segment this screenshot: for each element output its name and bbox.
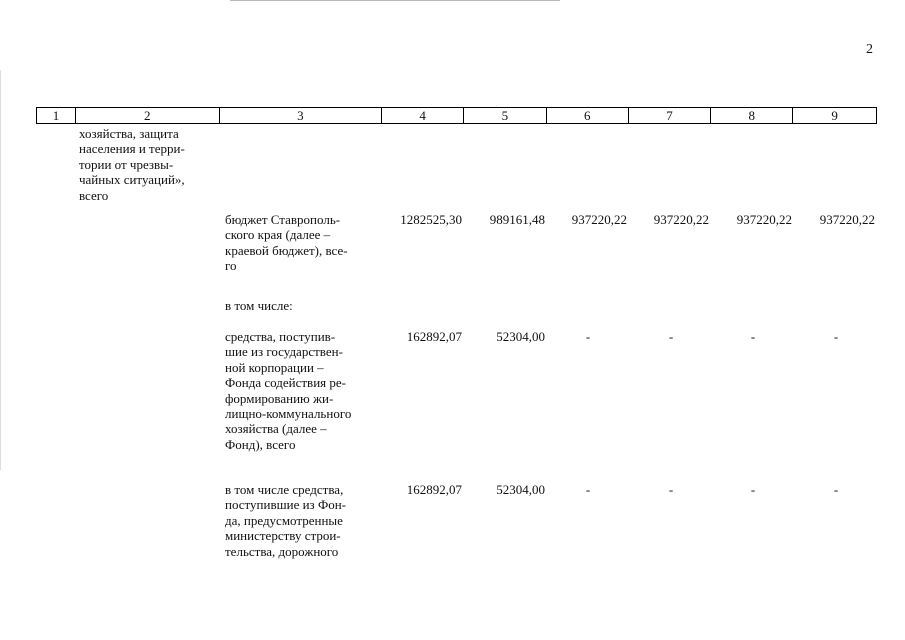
program-name-line: населения и терри- xyxy=(79,141,185,157)
row-description xyxy=(225,329,376,452)
value-col-4: 1282525,30 xyxy=(400,212,462,227)
value-col-8: 937220,22 xyxy=(736,212,792,227)
value-col-5: 989161,48 xyxy=(489,212,545,227)
row-description-line: хозяйства (далее – xyxy=(225,421,327,437)
header-col-9: 9 xyxy=(831,108,838,123)
row-description-line: поступившие из Фон- xyxy=(225,497,346,513)
row-description-line: го xyxy=(225,258,237,274)
row-description-line: Фонда содействия ре- xyxy=(225,375,346,391)
row-description-line: лищно-коммунального xyxy=(225,406,352,422)
value-col-5: 52304,00 xyxy=(496,482,545,497)
value-col-4: 162892,07 xyxy=(406,482,462,497)
header-col-7: 7 xyxy=(629,108,712,123)
value-col-7: 937220,22 xyxy=(653,212,709,227)
header-col-8: 8 xyxy=(711,108,793,123)
header-col-6: 6 xyxy=(547,108,629,123)
row-description-line: да, предусмотренные xyxy=(225,512,343,528)
program-name-line: чайных ситуаций», xyxy=(79,172,185,188)
row-description-line: краевой бюджет), все- xyxy=(225,242,348,258)
value-col-8: - xyxy=(750,482,756,497)
row-description-line: ского края (далее – xyxy=(225,227,331,243)
value-col-6: 937220,22 xyxy=(571,212,627,227)
value-col-9: 937220,22 xyxy=(819,212,875,227)
row-description-line: тельства, дорожного xyxy=(225,543,339,559)
header-col-4: 4 xyxy=(382,108,464,123)
value-col-6: - xyxy=(585,329,591,344)
scan-artifact-left xyxy=(0,70,1,470)
row-description-line: в том числе: xyxy=(225,298,293,313)
value-col-9: - xyxy=(833,482,839,497)
value-col-6: - xyxy=(585,482,591,497)
program-name-line: хозяйства, защита xyxy=(79,126,179,141)
header-col-3: 3 xyxy=(220,108,383,123)
program-name-line: тории от чрезвы- xyxy=(79,156,174,172)
value-col-8: - xyxy=(750,329,756,344)
row-description xyxy=(225,482,376,559)
row-description-line: формированию жи- xyxy=(225,390,334,406)
value-col-9: - xyxy=(833,329,839,344)
row-description xyxy=(225,298,376,313)
row-description-line: средства, поступив- xyxy=(225,329,336,344)
value-col-7: - xyxy=(668,329,674,344)
row-description-line: министерству строи- xyxy=(225,528,341,544)
table-header-row xyxy=(36,107,877,124)
row-description-line: Фонд), всего xyxy=(225,436,296,452)
row-description xyxy=(225,212,376,274)
row-description-line: ной корпорации – xyxy=(225,359,324,375)
header-col-2: 2 xyxy=(76,108,220,123)
row-description-line: бюджет Ставрополь- xyxy=(225,212,341,227)
value-col-5: 52304,00 xyxy=(496,329,545,344)
row-description-line: в том числе средства, xyxy=(225,482,344,497)
page-number: 2 xyxy=(866,42,873,57)
program-name-line: всего xyxy=(79,187,109,203)
scan-artifact-top xyxy=(230,0,560,1)
value-col-4: 162892,07 xyxy=(406,329,462,344)
value-col-7: - xyxy=(668,482,674,497)
header-col-1: 1 xyxy=(37,108,76,123)
program-name-text xyxy=(79,126,215,203)
row-description-line: шие из государствен- xyxy=(225,344,343,360)
header-col-5: 5 xyxy=(464,108,547,123)
